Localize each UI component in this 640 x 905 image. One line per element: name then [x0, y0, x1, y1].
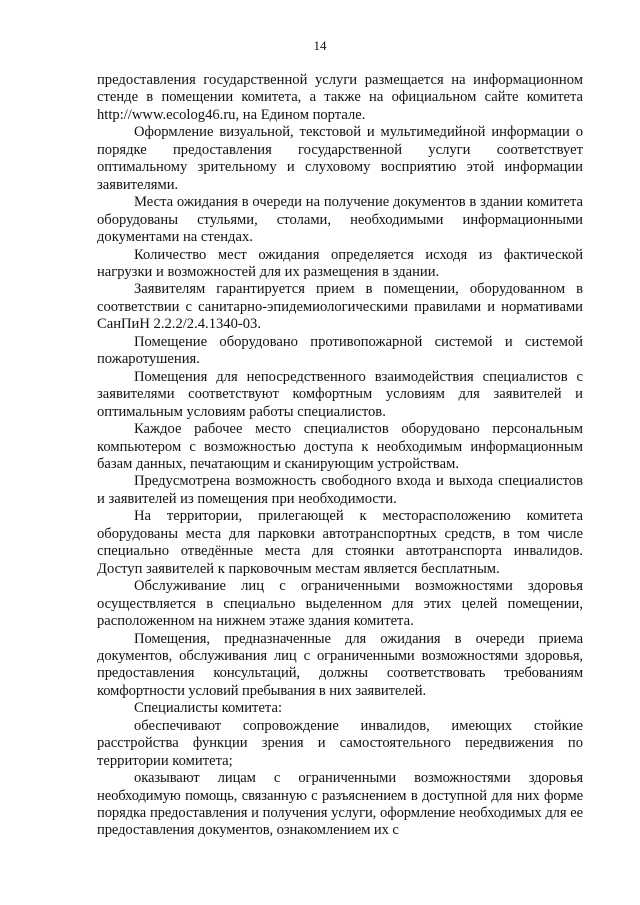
paragraph-info-stand: предоставления государственной услуги размещается на информационном стенде в помещении комитета, а также на официальном сайте комитета http://www.ecolog46.ru, на Едином портале. — [97, 72, 583, 123]
paragraph-limited-mobility-service: Обслуживание лиц с ограниченными возможностями здоровья осуществляется в специально выделенном для этих целей помещении, расположенном на нижнем этаже здания комитета. — [97, 578, 583, 630]
paragraph-fire-safety: Помещение оборудовано противопожарной системой и системой пожаротушения. — [97, 333, 583, 368]
paragraph-specialists-heading: Специалисты комитета: — [134, 700, 283, 717]
page-number: 14 — [313, 38, 327, 53]
paragraph-reception-guarantee: Заявителям гарантируется прием в помещении, оборудованном в соответствии с санитарно-эпидемиологическими правилами и нормативами СанПиН 2.2.2/2.4.1340-03. — [97, 281, 583, 333]
paragraph-interaction-rooms: Помещения для непосредственного взаимодействия специалистов с заявителями соответствуют комфортным условиям для заявителей и оптимальным условиям работы специалистов. — [97, 368, 583, 420]
paragraph-escort-duty: обеспечивают сопровождение инвалидов, имеющих стойкие расстройства функции зрения и самостоятельного передвижения по территории комитета; — [97, 717, 583, 769]
paragraph-visual-info: Оформление визуальной, текстовой и мультимедийной информации о порядке предоставления государственной услуги соответствует оптимальному зрительному и слуховому восприятию этой информации заявителями. — [97, 124, 583, 193]
paragraph-workplace-equipment: Каждое рабочее место специалистов оборудовано персональным компьютером с возможностью доступа к необходимым информационным базам данных, печатающим и сканирующим устройствам. — [97, 421, 583, 472]
paragraph-assistance-duty: оказывают лицам с ограниченными возможностями здоровья необходимую помощь, связанную с разъяснением в доступной для них форме порядка предоставления и получения услуги, оформление необходимых для ее предоставления документов, ознакомлением их с — [97, 770, 583, 839]
paragraph-places-count: Количество мест ожидания определяется исходя из фактической нагрузки и возможностей для их размещения в здании. — [97, 246, 583, 280]
document-body — [97, 72, 583, 840]
paragraph-comfort-requirements: Помещения, предназначенные для ожидания в очереди приема документов, обслуживания лиц с ограниченными возможностями здоровья, предоставления консультаций, должны соответствовать требованиям комфортности условий пребывания в них заявителей. — [97, 630, 583, 699]
paragraph-parking: На территории, прилегающей к месторасположению комитета оборудованы места для парковки автотранспортных средств, в том числе специально отведённые места для стоянки автотранспорта инвалидов. Доступ заявителей к парковочным местам является бесплатным. — [97, 508, 583, 577]
paragraph-free-entry: Предусмотрена возможность свободного входа и выхода специалистов и заявителей из помещения при необходимости. — [97, 473, 583, 507]
paragraph-waiting-places: Места ожидания в очереди на получение документов в здании комитета оборудованы стульями, столами, необходимыми информационными документами на стендах. — [97, 194, 583, 246]
